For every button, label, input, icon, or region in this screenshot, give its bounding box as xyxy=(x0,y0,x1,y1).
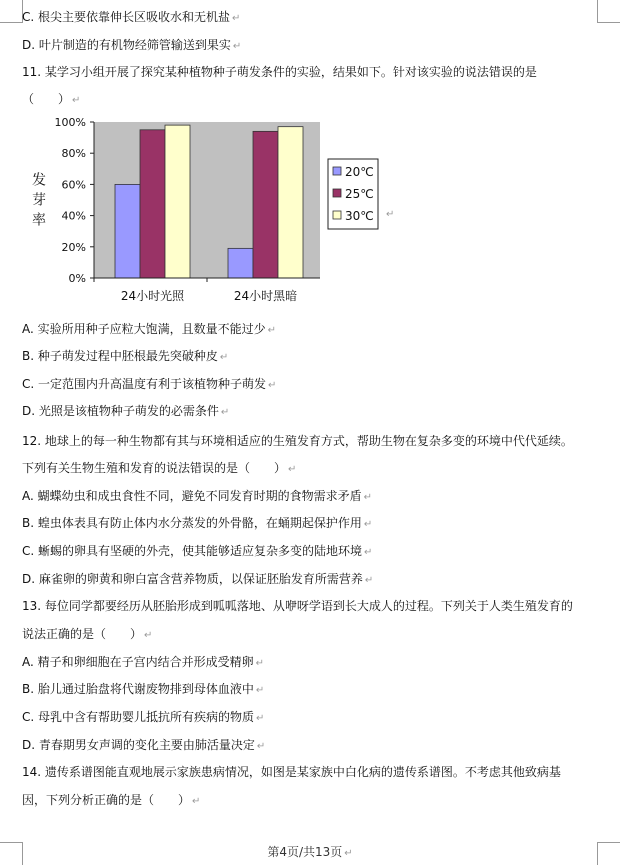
q11-option-b: B. 种子萌发过程中胚根最先突破种皮 ↵ xyxy=(22,349,229,363)
crop-mark-top-right xyxy=(597,0,620,23)
q12-option-d: D. 麻雀卵的卵黄和卵白富含营养物质，以保证胚胎发育所需营养 ↵ xyxy=(22,572,374,586)
y-tick-label: 80% xyxy=(61,147,86,161)
chart-plot-area xyxy=(55,116,320,303)
y-tick-label: 60% xyxy=(61,178,86,192)
q11-option-a: A. 实验所用种子应粒大饱满，且数量不能过少 ↵ xyxy=(22,322,277,336)
q11-answer-blank: （ ） ↵ xyxy=(22,92,81,106)
q11-option-c: C. 一定范围内升高温度有利于该植物种子萌发 ↵ xyxy=(22,377,277,391)
germination-bar-chart xyxy=(22,112,422,312)
q12-option-c: C. 蜥蜴的卵具有坚硬的外壳，使其能够适应复杂多变的陆地环境 ↵ xyxy=(22,544,373,558)
q10-option-d: D. 叶片制造的有机物经筛管输送到果实 ↵ xyxy=(22,38,242,52)
q11-option-d: D. 光照是该植物种子萌发的必需条件 ↵ xyxy=(22,404,230,418)
chart-paragraph-mark: ↵ xyxy=(386,209,395,220)
bar xyxy=(253,131,278,278)
legend-label: 25℃ xyxy=(345,187,374,201)
q11-stem: 11. 某学习小组开展了探究某种植物种子萌发条件的实验，结果如下。针对该实验的说法错误的是 xyxy=(22,65,537,79)
q13-stem-line2: 说法正确的是（ ） ↵ xyxy=(22,627,153,641)
chart-legend xyxy=(328,159,378,229)
legend-swatch xyxy=(333,167,341,175)
bar xyxy=(140,130,165,278)
y-tick-label: 40% xyxy=(61,209,86,223)
y-tick-label: 100% xyxy=(54,116,86,129)
bar xyxy=(228,248,253,278)
legend-swatch xyxy=(333,189,341,197)
q13-option-d: D. 青春期男女声调的变化主要由肺活量决定 ↵ xyxy=(22,738,266,752)
legend-swatch xyxy=(333,211,341,219)
bar xyxy=(278,127,303,278)
crop-mark-top-left xyxy=(0,0,23,23)
x-tick-label: 24小时黑暗 xyxy=(233,289,298,303)
y-tick-label: 0% xyxy=(68,272,86,285)
y-axis-label: 发芽率 xyxy=(30,172,46,232)
q12-stem-line1: 12. 地球上的每一种生物都有其与环境相适应的生殖发育方式，帮助生物在复杂多变的环境中代代延续。 xyxy=(22,434,573,448)
bar xyxy=(115,184,140,278)
legend-label: 20℃ xyxy=(345,165,374,179)
q12-option-b: B. 蝗虫体表具有防止体内水分蒸发的外骨骼，在蛹期起保护作用 ↵ xyxy=(22,516,373,530)
q14-stem-line1: 14. 遗传系谱图能直观地展示家族患病情况，如图是某家族中白化病的遗传系谱图。不考虑其他致病基 xyxy=(22,765,561,779)
bar xyxy=(165,125,190,278)
legend-label: 30℃ xyxy=(345,209,374,223)
x-tick-label: 24小时光照 xyxy=(120,289,185,303)
q13-option-a: A. 精子和卵细胞在子宫内结合并形成受精卵 ↵ xyxy=(22,655,265,669)
y-tick-label: 20% xyxy=(61,240,86,254)
q13-stem-line1: 13. 每位同学都要经历从胚胎形成到呱呱落地、从咿呀学语到长大成人的过程。下列关于人类生殖发育的 xyxy=(22,599,573,613)
q10-option-c: C. 根尖主要依靠伸长区吸收水和无机盐 ↵ xyxy=(22,10,241,24)
q12-option-a: A. 蝴蝶幼虫和成虫食性不同，避免不同发育时期的食物需求矛盾 ↵ xyxy=(22,489,373,503)
q13-option-b: B. 胎儿通过胎盘将代谢废物排到母体血液中 ↵ xyxy=(22,682,265,696)
q13-option-c: C. 母乳中含有帮助婴儿抵抗所有疾病的物质 ↵ xyxy=(22,710,265,724)
page-footer: 第4页/共13页 ↵ xyxy=(267,845,353,859)
q14-stem-line2: 因，下列分析正确的是（ ） ↵ xyxy=(22,793,201,807)
q12-stem-line2: 下列有关生物生殖和发育的说法错误的是（ ） ↵ xyxy=(22,461,297,475)
